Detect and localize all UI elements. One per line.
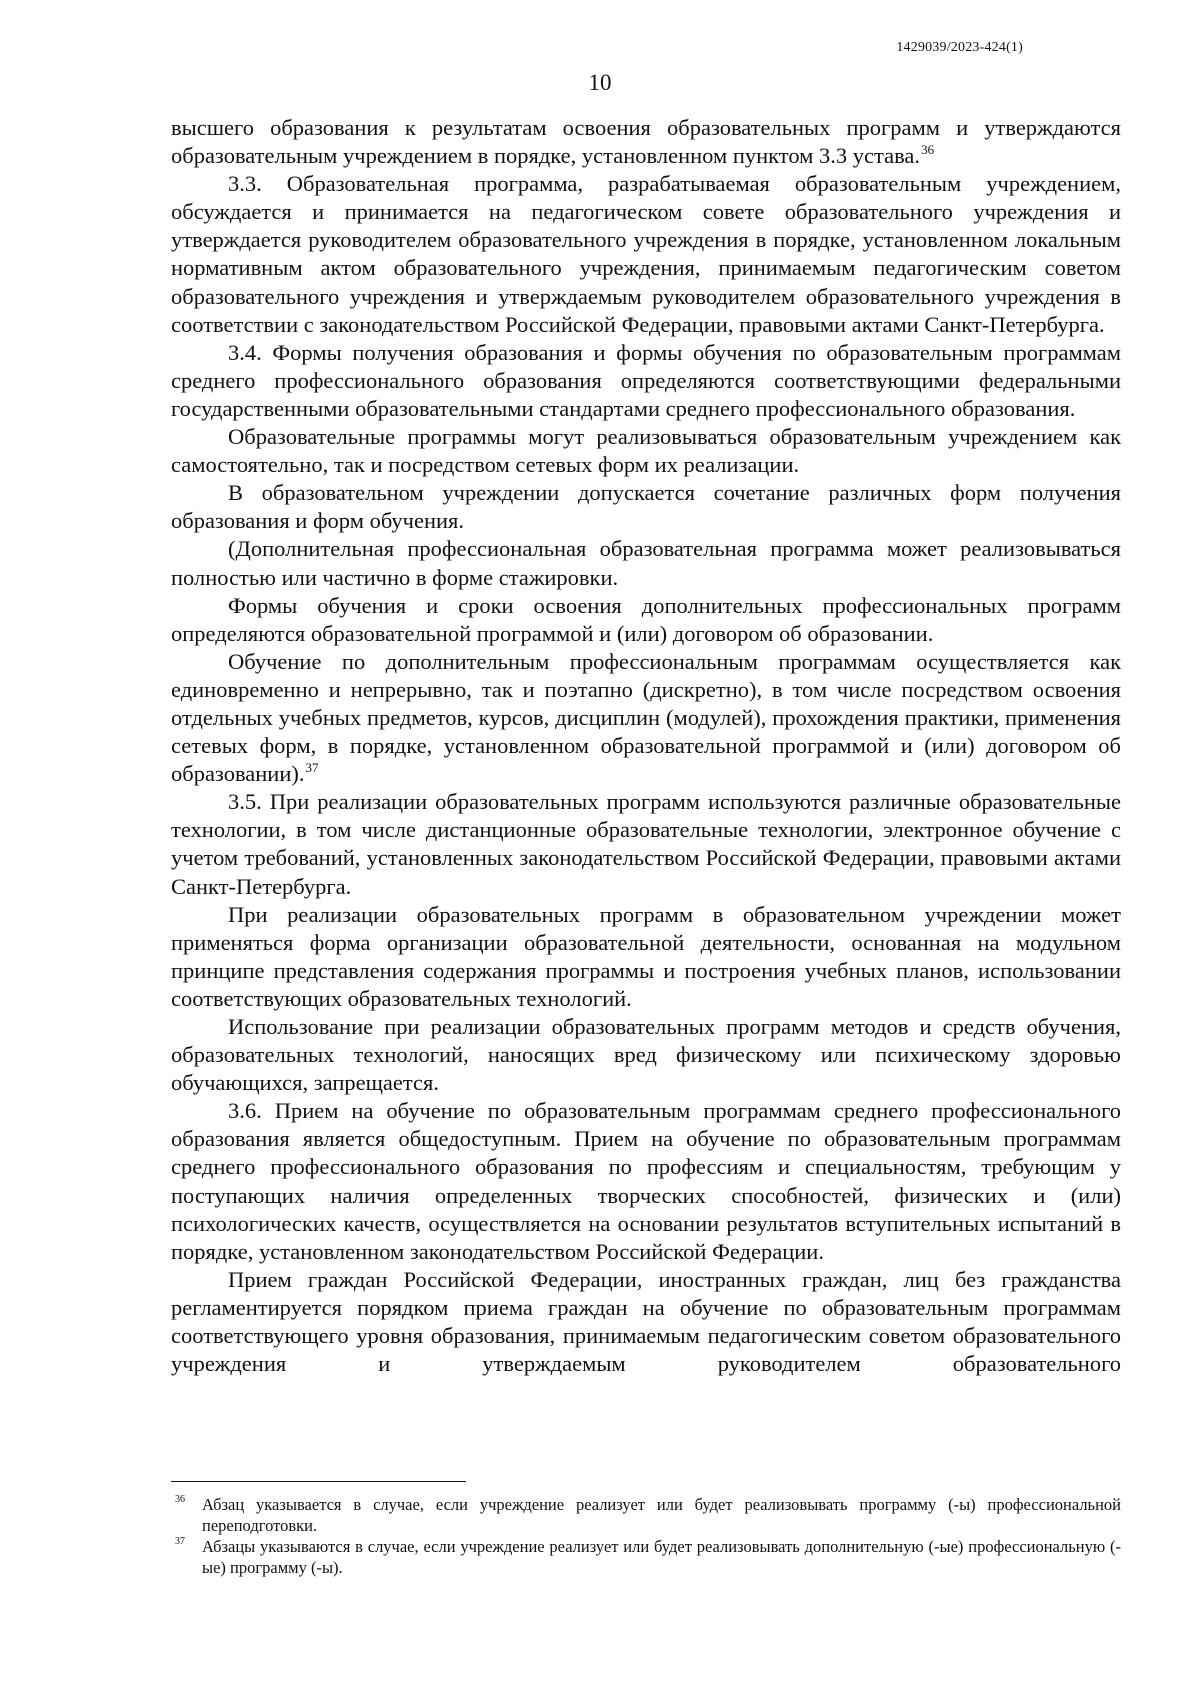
paragraph: В образовательном учреждении допускается сочетание различных форм получения образования и форм обучения. [171,480,1121,534]
paragraph-3-4: 3.4. Формы получения образования и формы обучения по образовательным программам среднего профессионального образования определяются соответствующими федеральными государственными образовательными стандартами среднего профессионального образования. [171,339,1121,421]
page-number: 10 [588,70,612,95]
document-body [171,114,1121,1378]
paragraph-text: высшего образования к результатам освоения образовательных программ и утверждаются образовательным учреждением в порядке, установленном пунктом 3.3 устава. [171,115,1121,169]
paragraph-3-6: 3.6. Прием на обучение по образовательным программам среднего профессионального образования является общедоступным. Прием на обучение по образовательным программам среднего профессионального образования по профессиям и специальностям, требующим у поступающих наличия определенных творческих способностей, физических и (или) психологических качеств, осуществляется на основании результатов вступительных испытаний в порядке, установленном законодательством Российской Федерации. [171,1098,1121,1264]
paragraph: Формы обучения и сроки освоения дополнительных профессиональных программ определяются образовательной программой и (или) договором об образовании. [171,592,1121,646]
footnotes [171,1494,1121,1578]
paragraph-continuation [171,114,1121,170]
paragraph: При реализации образовательных программ в образовательном учреждении может применяться форма организации образовательной деятельности, основанная на модульном принципе представления содержания программы и построения учебных планов, использовании соответствующих образовательных технологий. [171,901,1121,1011]
footnote-mark: 36 [175,1494,185,1505]
footnote-item [171,1536,1121,1578]
paragraph: Использование при реализации образовательных программ методов и средств обучения, образовательных технологий, наносящих вред физическому или психическому здоровью обучающихся, запрещается. [171,1014,1121,1096]
footnote-separator [171,1481,466,1482]
footnote-mark: 37 [175,1536,185,1547]
footnote-reference: 36 [921,142,935,158]
paragraph: Образовательные программы могут реализовываться образовательным учреждением как самостоятельно, так и посредством сетевых форм их реализации. [171,424,1121,478]
footnote-text: Абзацы указываются в случае, если учреждение реализует или будет реализовывать дополнительную (-ые) профессиональную (-ые) программу (-ы). [202,1537,1121,1577]
footnote-item [171,1494,1121,1536]
footnote-reference: 37 [305,760,319,776]
paragraph: Прием граждан Российской Федерации, иностранных граждан, лиц без гражданства регламентируется порядком приема граждан на обучение по образовательным программам соответствующего уровня образования, принимаемым педагогическим советом образовательного учреждения и утверждаемым руководителем образовательного [171,1266,1121,1377]
paragraph-3-5: 3.5. При реализации образовательных программ используются различные образовательные технологии, в том числе дистанционные образовательные технологии, электронное обучение с учетом требований, установленных законодательством Российской Федерации, правовыми актами Санкт-Петербурга. [171,789,1121,899]
document-id: 1429039/2023-424(1) [896,40,1023,55]
paragraph [171,648,1121,788]
paragraph-text: Обучение по дополнительным профессиональным программам осуществляется как единовременно и непрерывно, так и поэтапно (дискретно), в том числе посредством освоения отдельных учебных предметов, курсов, дисциплин (модулей), прохождения практики, применения сетевых форм, в порядке, установленном образовательной программой и (или) договором об образовании). [171,648,1121,787]
paragraph: (Дополнительная профессиональная образовательная программа может реализовываться полностью или частично в форме стажировки. [171,536,1121,590]
footnote-text: Абзац указывается в случае, если учреждение реализует или будет реализовывать программу (-ы) профессиональной переподготовки. [202,1495,1121,1535]
paragraph-3-3: 3.3. Образовательная программа, разрабатываемая образовательным учреждением, обсуждается и принимается на педагогическом совете образовательного учреждения и утверждается руководителем образовательного учреждения в порядке, установленном локальным нормативным актом образовательного учреждения, принимаемым педагогическим советом образовательного учреждения и утверждаемым руководителем образовательного учреждения в соответствии с законодательством Российской Федерации, правовыми актами Санкт-Петербурга. [171,171,1121,337]
